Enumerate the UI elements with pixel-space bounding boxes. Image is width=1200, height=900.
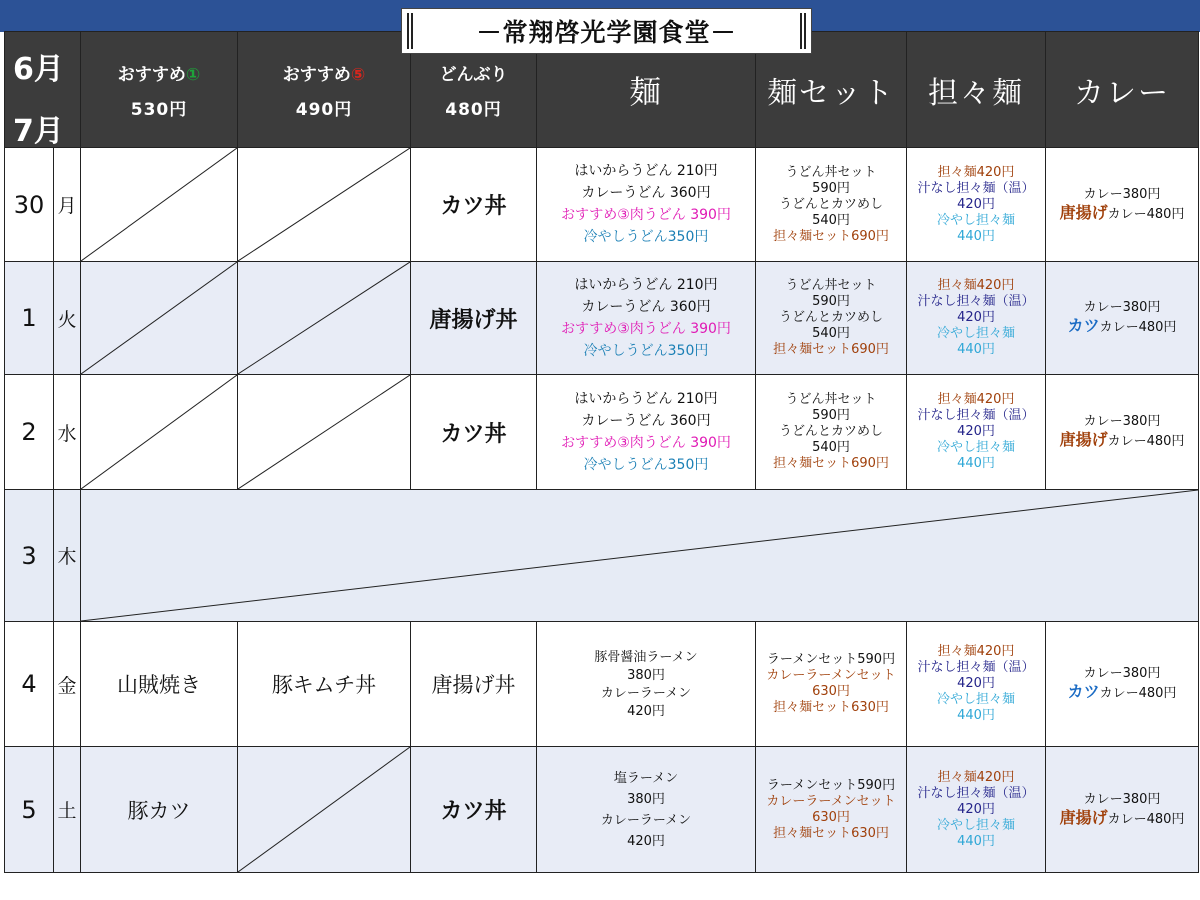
tantan-item: 420円 (957, 310, 995, 325)
tantan-item: 440円 (957, 342, 995, 357)
set-item: ラーメンセット590円 (766, 777, 896, 793)
day-number: 30 (5, 148, 54, 262)
noodle-item: はいからうどん 210円 (574, 163, 718, 179)
noodle-set-cell (756, 262, 907, 375)
curry-header: カレー (1046, 32, 1199, 148)
tantan-cell (907, 622, 1046, 747)
noodle-set-cell (756, 747, 907, 873)
noodle-set-cell (756, 375, 907, 490)
set-item: 540円 (812, 212, 850, 228)
no-service-slash (238, 262, 410, 374)
set-item: 担々麺セット630円 (773, 700, 889, 715)
curry-cell (1046, 375, 1199, 490)
circled-five-icon: ⑤ (350, 64, 366, 85)
set-item: 540円 (812, 326, 850, 341)
noodle-header: 麺 (537, 32, 756, 148)
noodle-cell (537, 148, 756, 262)
noodle-item: カレーラーメン (600, 685, 692, 701)
noodle-set-header: 麺セット (756, 32, 907, 148)
noodle-set-cell (756, 148, 907, 262)
day-number: 1 (5, 262, 54, 375)
tantan-item: 担々麺420円 (937, 769, 1015, 785)
noodle-set-cell (756, 622, 907, 747)
donburi-cell: カツ丼 (411, 148, 537, 262)
menu-row-5 (5, 747, 1199, 873)
set-item: うどん丼セット (785, 164, 877, 180)
noodle-item: カレーうどん 360円 (581, 412, 711, 429)
set-item: 担々麺セット630円 (773, 825, 889, 841)
no-service-slash (238, 375, 410, 489)
day-of-week: 水 (54, 375, 81, 490)
curry-item: カレー380円 (1083, 791, 1161, 807)
month-july: 7月 (13, 114, 64, 148)
osusume5-cell-empty (238, 262, 411, 375)
month-header (5, 32, 81, 148)
title-ornament-right (800, 13, 806, 49)
set-item: うどんとカツめし (778, 196, 883, 212)
day-of-week: 金 (54, 622, 81, 747)
curry-item: カレー380円 (1083, 300, 1161, 315)
no-service-slash (81, 148, 237, 261)
day-of-week: 火 (54, 262, 81, 375)
set-item: カレーラーメンセット (766, 793, 896, 809)
set-item: 630円 (812, 809, 850, 825)
noodle-item: 420円 (627, 833, 665, 849)
noodle-item: 冷やしうどん350円 (583, 456, 709, 473)
noodle-item: はいからうどん 210円 (574, 276, 718, 293)
osusume5-header (238, 32, 411, 148)
tantan-item: 担々麺420円 (937, 392, 1015, 407)
set-item: 担々麺セット690円 (773, 228, 889, 244)
curry-item: カレー380円 (1083, 666, 1161, 681)
set-item: 540円 (812, 440, 850, 455)
closed-day-cell (81, 490, 1199, 622)
no-service-slash (81, 490, 1198, 621)
tantan-cell (907, 148, 1046, 262)
noodle-item: カレーラーメン (600, 812, 692, 828)
noodle-item: 380円 (627, 667, 665, 683)
set-item: 630円 (812, 684, 850, 699)
noodle-item: 豚骨醤油ラーメン (594, 649, 698, 665)
set-item: 担々麺セット690円 (773, 342, 889, 357)
tantan-item: 冷やし担々麺 (936, 817, 1015, 833)
cafeteria-title-text: －常翔啓光学園食堂－ (476, 18, 737, 47)
month-june: 6月 (13, 52, 64, 87)
tantan-item: 汁なし担々麺（温） (917, 294, 1035, 309)
tantan-item: 冷やし担々麺 (936, 440, 1015, 455)
curry-item: カレー480円 (1107, 811, 1185, 827)
tantan-item: 冷やし担々麺 (936, 326, 1015, 341)
curry-item: カレー480円 (1099, 320, 1177, 335)
osusume1-cell-empty (81, 148, 238, 262)
noodle-item: はいからうどん 210円 (574, 390, 718, 407)
donburi-price: 480円 (445, 99, 502, 120)
tantan-item: 担々麺420円 (937, 278, 1015, 293)
osusume5-cell: 豚キムチ丼 (238, 622, 411, 747)
osusume5-cell-empty (238, 747, 411, 873)
curry-item: カレー480円 (1107, 434, 1185, 449)
set-item: 590円 (812, 180, 850, 196)
osusume1-price: 530円 (130, 99, 188, 120)
osusume5-price: 490円 (295, 99, 353, 120)
set-item: うどん丼セット (785, 392, 877, 407)
noodle-item: 420円 (627, 703, 665, 719)
noodle-item: カレーうどん 360円 (581, 298, 711, 315)
curry-item: カレー480円 (1107, 206, 1185, 222)
osusume1-cell: 山賊焼き (81, 622, 238, 747)
menu-row-4 (5, 622, 1199, 747)
tantan-item: 420円 (957, 676, 995, 691)
osusume1-header (81, 32, 238, 148)
noodle-item: 冷やしうどん350円 (583, 342, 709, 359)
donburi-cell: カツ丼 (411, 375, 537, 490)
set-item: ラーメンセット590円 (766, 652, 896, 667)
day-number: 2 (5, 375, 54, 490)
day-number: 3 (5, 490, 54, 622)
curry-topping: カツ (1067, 682, 1100, 701)
tantan-item: 担々麺420円 (937, 164, 1015, 180)
menu-row-30 (5, 148, 1199, 262)
set-item: 590円 (812, 294, 850, 309)
curry-topping: 唐揚げ (1059, 430, 1108, 449)
set-item: 担々麺セット690円 (773, 456, 889, 471)
day-number: 4 (5, 622, 54, 747)
curry-item: カレー480円 (1099, 686, 1177, 701)
curry-item: カレー380円 (1083, 414, 1161, 429)
tantan-item: 汁なし担々麺（温） (917, 785, 1035, 801)
day-of-week: 木 (54, 490, 81, 622)
curry-topping: カツ (1067, 316, 1100, 335)
noodle-item: おすすめ③肉うどん 390円 (561, 434, 731, 451)
menu-table (4, 31, 1199, 873)
noodle-item: おすすめ③肉うどん 390円 (561, 207, 731, 223)
donburi-label: どんぶり (439, 64, 508, 85)
title-ornament-left (407, 13, 413, 49)
set-item: うどんとカツめし (778, 310, 883, 325)
set-item: カレーラーメンセット (766, 668, 896, 683)
curry-cell (1046, 148, 1199, 262)
curry-cell (1046, 747, 1199, 873)
tantan-item: 冷やし担々麺 (936, 212, 1015, 228)
osusume5-cell-empty (238, 148, 411, 262)
set-item: うどん丼セット (785, 278, 877, 293)
tantan-item: 冷やし担々麺 (936, 692, 1015, 707)
tantan-item: 440円 (957, 456, 995, 471)
curry-cell (1046, 622, 1199, 747)
osusume5-cell-empty (238, 375, 411, 490)
noodle-cell (537, 622, 756, 747)
tantan-item: 汁なし担々麺（温） (917, 660, 1035, 675)
curry-topping: 唐揚げ (1059, 807, 1108, 827)
tantan-item: 440円 (957, 228, 995, 244)
donburi-cell: 唐揚げ丼 (411, 262, 537, 375)
tantan-item: 汁なし担々麺（温） (917, 408, 1035, 423)
curry-topping: 唐揚げ (1059, 202, 1108, 222)
tantan-cell (907, 262, 1046, 375)
tantan-item: 汁なし担々麺（温） (917, 180, 1035, 196)
tantan-cell (907, 375, 1046, 490)
set-item: 590円 (812, 408, 850, 423)
no-service-slash (238, 747, 410, 872)
day-of-week: 土 (54, 747, 81, 873)
noodle-item: 塩ラーメン (613, 770, 679, 786)
osusume1-cell-empty (81, 375, 238, 490)
osusume1-cell: 豚カツ (81, 747, 238, 873)
noodle-cell (537, 747, 756, 873)
tantan-item: 420円 (957, 196, 995, 212)
no-service-slash (81, 375, 237, 489)
cafeteria-title (401, 8, 812, 54)
noodle-cell (537, 375, 756, 490)
donburi-cell: カツ丼 (411, 747, 537, 873)
no-service-slash (81, 262, 237, 374)
tantan-header: 担々麺 (907, 32, 1046, 148)
tantan-item: 420円 (957, 801, 995, 817)
noodle-item: 380円 (627, 791, 665, 807)
noodle-cell (537, 262, 756, 375)
menu-row-2 (5, 375, 1199, 490)
tantan-item: 420円 (957, 424, 995, 439)
tantan-cell (907, 747, 1046, 873)
osusume1-cell-empty (81, 262, 238, 375)
menu-row-3 (5, 490, 1199, 622)
noodle-item: おすすめ③肉うどん 390円 (561, 320, 731, 337)
curry-cell (1046, 262, 1199, 375)
no-service-slash (238, 148, 410, 261)
osusume1-label: おすすめ (117, 64, 186, 85)
set-item: うどんとカツめし (778, 424, 883, 439)
day-number: 5 (5, 747, 54, 873)
tantan-item: 担々麺420円 (937, 644, 1015, 659)
osusume5-label: おすすめ (282, 64, 351, 85)
noodle-item: カレーうどん 360円 (581, 185, 711, 201)
day-of-week: 月 (54, 148, 81, 262)
noodle-item: 冷やしうどん350円 (583, 229, 709, 245)
curry-item: カレー380円 (1083, 186, 1161, 202)
circled-one-icon: ① (185, 64, 201, 85)
donburi-cell: 唐揚げ丼 (411, 622, 537, 747)
tantan-item: 440円 (957, 708, 995, 723)
menu-row-1 (5, 262, 1199, 375)
tantan-item: 440円 (957, 833, 995, 849)
